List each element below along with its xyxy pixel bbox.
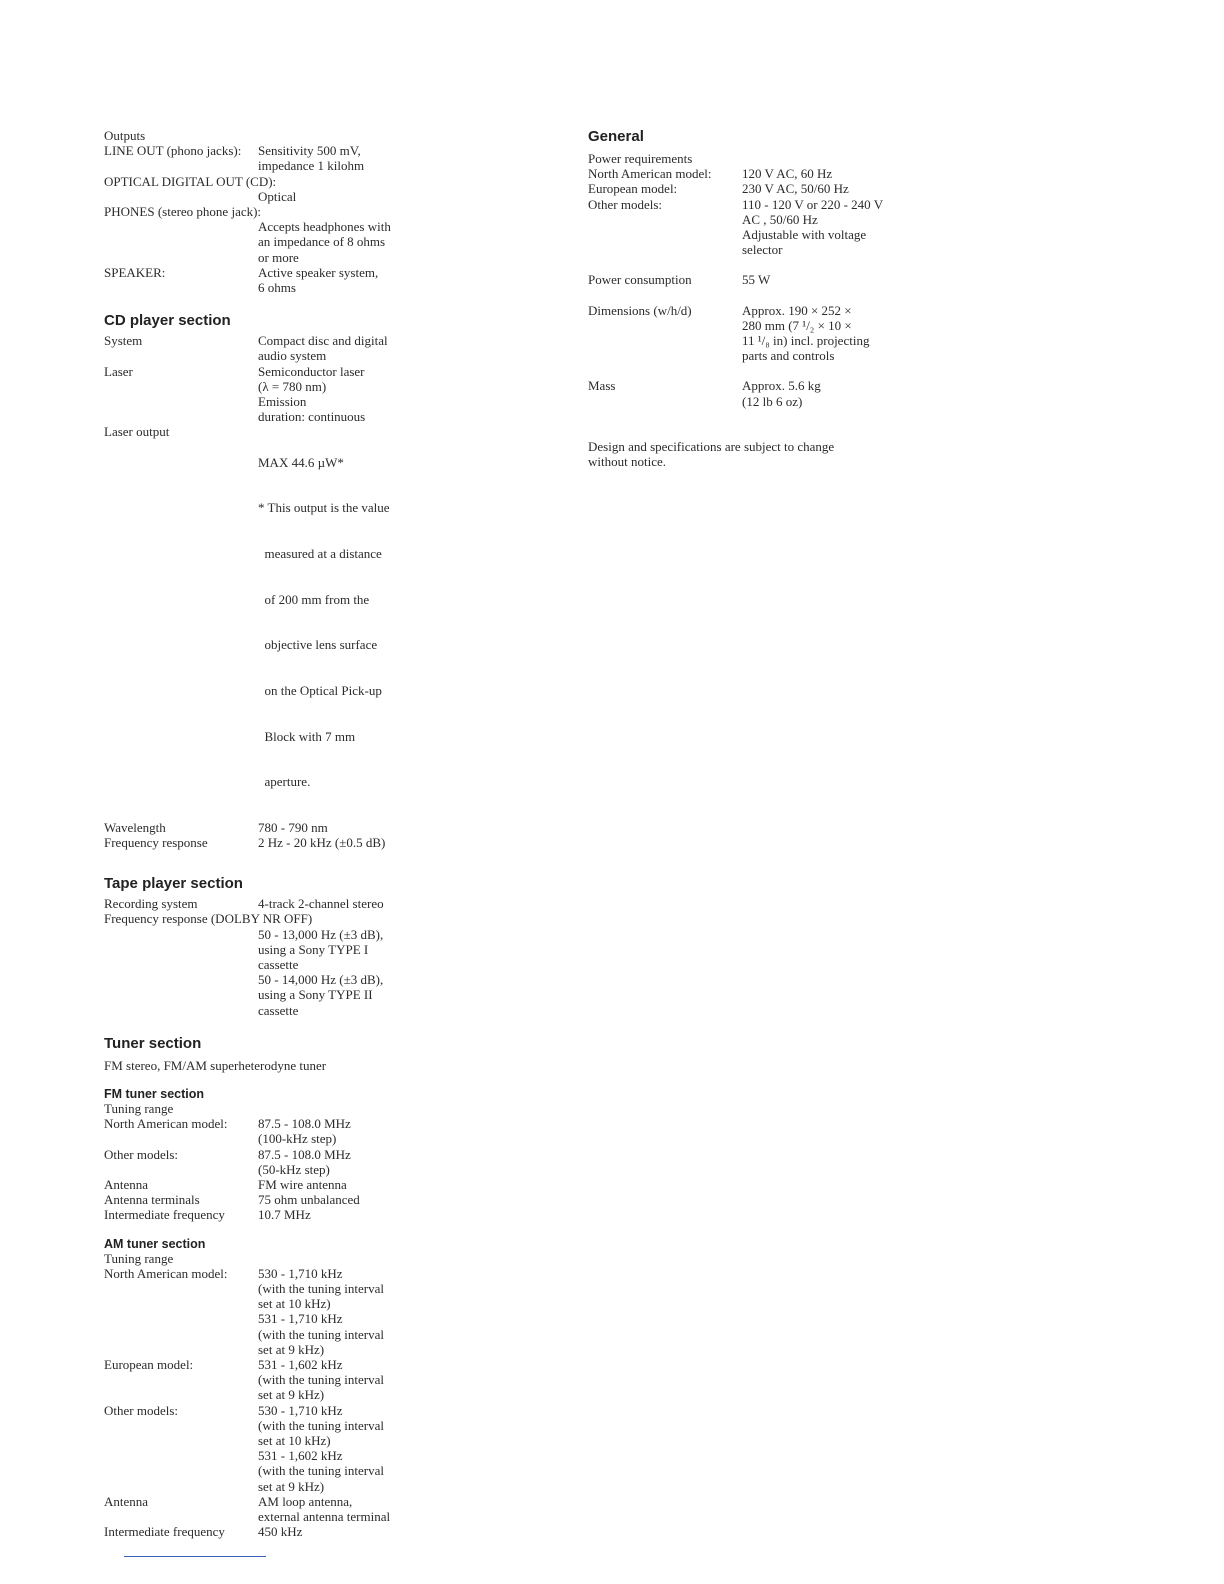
spec-value-line: (λ = 780 nm) xyxy=(258,378,327,394)
spec-value-line: using a Sony TYPE II xyxy=(258,987,373,1003)
spec-value-line: 530 - 1,710 kHz xyxy=(258,1265,343,1281)
spec-value-line: Approx. 190 × 252 × xyxy=(742,302,852,318)
spec-value-line: cassette xyxy=(258,956,299,972)
spec-value-line: AM loop antenna, xyxy=(258,1493,353,1509)
fm-other-label: Other models: xyxy=(104,1146,179,1162)
spec-value-line: audio system xyxy=(258,348,327,364)
frequency-label: Frequency response xyxy=(104,834,208,850)
optical-label: OPTICAL DIGITAL OUT (CD): xyxy=(104,173,277,189)
spec-value-line: using a Sony TYPE I xyxy=(258,941,369,957)
spec-value-line: 87.5 - 108.0 MHz xyxy=(258,1116,351,1132)
spec-value-line: 531 - 1,602 kHz xyxy=(258,1448,343,1464)
spec-value-line: Semiconductor laser xyxy=(258,363,365,379)
spec-value-line: (with the tuning interval xyxy=(258,1372,385,1388)
line-out-label: LINE OUT (phono jacks): xyxy=(104,143,242,159)
spec-value-line: duration: continuous xyxy=(258,409,366,425)
spec-value-line: parts and controls xyxy=(742,348,835,364)
right-column xyxy=(588,128,1008,469)
notice-line: Design and specifications are subject to change xyxy=(588,438,835,454)
tape-frequency-label: Frequency response (DOLBY NR OFF) xyxy=(104,911,313,927)
spec-value-line: Emission xyxy=(258,394,307,410)
system-label: System xyxy=(104,333,143,349)
power-label: Power requirements xyxy=(588,151,693,166)
fm-antenna-value: FM wire antenna xyxy=(258,1176,347,1192)
spec-value-line: measured at a distance xyxy=(258,546,382,562)
general-eu-value: 230 V AC, 50/60 Hz xyxy=(742,181,849,197)
spec-value-line: set at 10 kHz) xyxy=(258,1296,331,1312)
wavelength-label: Wavelength xyxy=(104,819,166,835)
spec-value-line: * This output is the value xyxy=(258,500,390,516)
spec-value-line: 531 - 1,602 kHz xyxy=(258,1357,343,1373)
spec-value-line: set at 10 kHz) xyxy=(258,1433,331,1449)
general-na-label: North American model: xyxy=(588,166,712,182)
fm-terminals-value: 75 ohm unbalanced xyxy=(258,1192,360,1208)
fm-na-label: North American model: xyxy=(104,1116,228,1132)
recording-label: Recording system xyxy=(104,896,198,912)
speaker-label: SPEAKER: xyxy=(104,264,166,280)
am-if-value: 450 kHz xyxy=(258,1524,303,1540)
spec-value-line: (with the tuning interval xyxy=(258,1326,385,1342)
am-eu-label: European model: xyxy=(104,1357,194,1373)
tape-heading: Tape player section xyxy=(104,875,243,893)
outputs-heading: Outputs xyxy=(104,128,146,143)
spec-value-line: of 200 mm from the xyxy=(258,591,370,607)
spec-value-line: 50 - 14,000 Hz (±3 dB), xyxy=(258,972,384,988)
phones-label: PHONES (stereo phone jack): xyxy=(104,204,262,220)
fm-if-label: Intermediate frequency xyxy=(104,1207,225,1223)
am-antenna-label: Antenna xyxy=(104,1493,149,1509)
notice xyxy=(588,439,1008,469)
am-na-label: North American model: xyxy=(104,1265,228,1281)
tuner-section xyxy=(104,1035,524,1540)
spec-value-line: Adjustable with voltage xyxy=(742,227,867,243)
spec-value-line: 280 mm (7 ¹/₂ × 10 × xyxy=(742,317,852,333)
general-other-label: Other models: xyxy=(588,196,663,212)
mass-label: Mass xyxy=(588,378,616,394)
cd-section xyxy=(104,312,524,850)
cd-heading: CD player section xyxy=(104,312,231,330)
fm-if-value: 10.7 MHz xyxy=(258,1207,311,1223)
spec-value-line: 530 - 1,710 kHz xyxy=(258,1402,343,1418)
fm-range-label: Tuning range xyxy=(104,1100,174,1116)
wavelength-value: 780 - 790 nm xyxy=(258,819,328,835)
spec-value-line: (with the tuning interval xyxy=(258,1281,385,1296)
am-if-label: Intermediate frequency xyxy=(104,1524,225,1540)
spec-value-line: on the Optical Pick-up xyxy=(258,682,382,698)
spec-value-line: selector xyxy=(742,242,783,258)
am-heading: AM tuner section xyxy=(104,1236,206,1251)
fm-terminals-label: Antenna terminals xyxy=(104,1192,200,1208)
dimensions-label: Dimensions (w/h/d) xyxy=(588,302,692,318)
spec-value-line: external antenna terminal xyxy=(258,1509,391,1525)
consumption-value: 55 W xyxy=(742,272,771,288)
spec-value-line: Block with 7 mm xyxy=(258,728,356,744)
laser-output-label: Laser output xyxy=(104,424,170,440)
tuner-heading: Tuner section xyxy=(104,1034,202,1052)
footer-rule xyxy=(124,1556,266,1557)
left-column xyxy=(104,128,524,1539)
spec-value-line: cassette xyxy=(258,1002,299,1018)
general-heading: General xyxy=(588,128,644,145)
spec-value-line: an impedance of 8 ohms xyxy=(258,234,386,250)
am-range-label: Tuning range xyxy=(104,1250,174,1266)
spec-value-line: 87.5 - 108.0 MHz xyxy=(258,1146,351,1162)
optical-value: Optical xyxy=(258,188,297,204)
spec-value-line: 11 ¹/₈ in) incl. projecting xyxy=(742,333,870,349)
spec-value-line: Accepts headphones with xyxy=(258,219,391,235)
spec-value-line: Sensitivity 500 mV, xyxy=(258,143,361,159)
spec-value-line: Compact disc and digital xyxy=(258,333,388,349)
spec-value-line: impedance 1 kilohm xyxy=(258,158,365,174)
recording-value: 4-track 2-channel stereo xyxy=(258,896,384,912)
fm-antenna-label: Antenna xyxy=(104,1176,149,1192)
outputs-section xyxy=(104,128,524,295)
spec-value-line: (100-kHz step) xyxy=(258,1131,337,1147)
spec-value-line: objective lens surface xyxy=(258,637,378,653)
spec-value-line: or more xyxy=(258,249,299,265)
spec-value-line: 531 - 1,710 kHz xyxy=(258,1311,343,1327)
spec-value-line: set at 9 kHz) xyxy=(258,1341,325,1357)
spec-value-line: (12 lb 6 oz) xyxy=(742,393,803,409)
spec-value-line: MAX 44.6 µW* xyxy=(258,454,344,470)
spec-value-line: aperture. xyxy=(258,774,311,790)
spec-value-line: Approx. 5.6 kg xyxy=(742,378,821,394)
spec-value-line: 50 - 13,000 Hz (±3 dB), xyxy=(258,926,384,942)
spec-value-line: (with the tuning interval xyxy=(258,1417,385,1433)
spec-value-line: Active speaker system, xyxy=(258,264,379,280)
tape-section xyxy=(104,875,524,1018)
laser-label: Laser xyxy=(104,363,133,379)
am-other-label: Other models: xyxy=(104,1402,179,1418)
spec-value-line: (50-kHz step) xyxy=(258,1161,330,1177)
notice-line: without notice. xyxy=(588,454,666,470)
spec-value-line: 110 - 120 V or 220 - 240 V xyxy=(742,196,884,212)
general-eu-label: European model: xyxy=(588,181,678,197)
general-na-value: 120 V AC, 60 Hz xyxy=(742,166,833,182)
spec-value-line: 6 ohms xyxy=(258,280,296,296)
tuner-description: FM stereo, FM/AM superheterodyne tuner xyxy=(104,1057,327,1073)
consumption-label: Power consumption xyxy=(588,272,692,288)
fm-heading: FM tuner section xyxy=(104,1086,205,1101)
spec-value-line: set at 9 kHz) xyxy=(258,1478,325,1494)
frequency-value: 2 Hz - 20 kHz (±0.5 dB) xyxy=(258,834,386,850)
spec-value-line: (with the tuning interval xyxy=(258,1463,385,1479)
spec-value-line: AC , 50/60 Hz xyxy=(742,211,818,227)
spec-value-line: set at 9 kHz) xyxy=(258,1387,325,1403)
